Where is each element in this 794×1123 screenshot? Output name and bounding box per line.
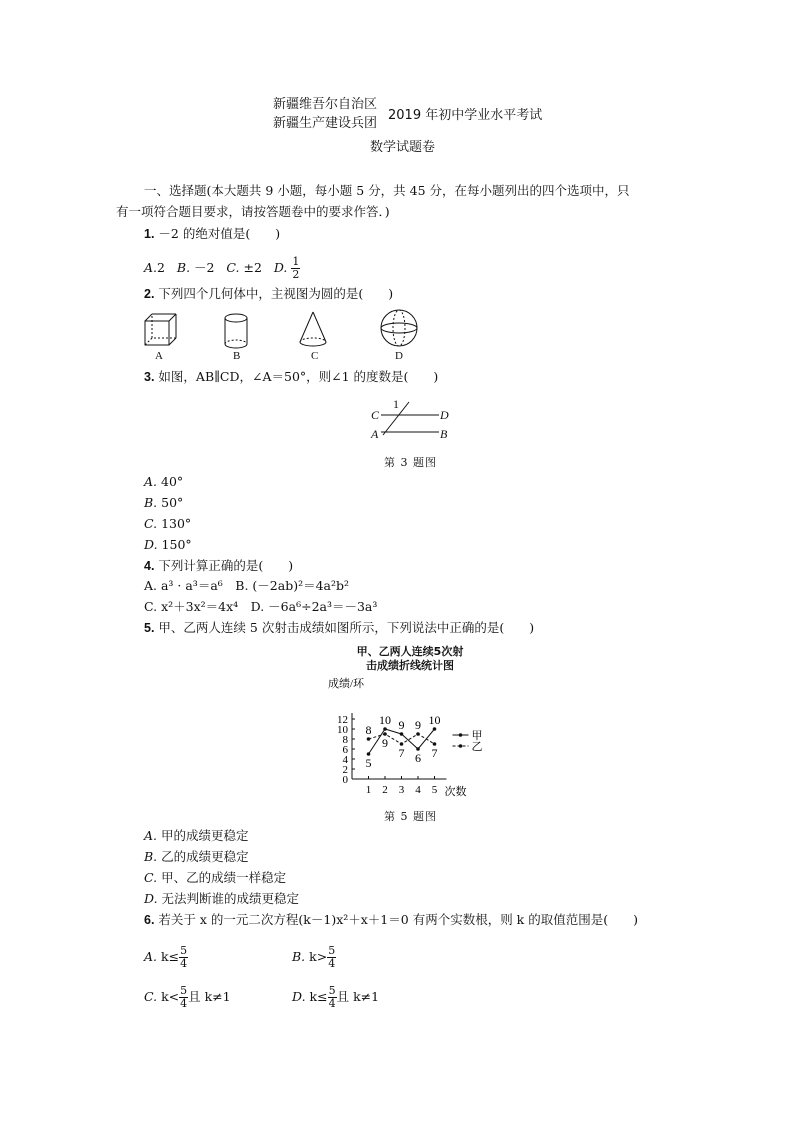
q6-option-a: A. k≤ $\frac{5}{4}$ bbox=[144, 944, 188, 970]
data-label: 10 bbox=[379, 713, 391, 727]
score-line-chart bbox=[325, 675, 495, 800]
y-axis-title: 成绩/环 bbox=[328, 678, 365, 690]
q4-options-line-2: C. x²＋3x²＝4x⁴ D. －6a⁶÷2a³＝－3a³ bbox=[144, 599, 378, 614]
y-tick-label: 2 bbox=[342, 764, 348, 776]
fraction: $\frac{1}{2}$ bbox=[292, 255, 300, 281]
q5-option-c: C. 甲、乙的成绩一样稳定 bbox=[144, 870, 287, 885]
region-line-1: 新疆维吾尔自治区 bbox=[273, 97, 378, 112]
data-label: 7 bbox=[431, 746, 438, 760]
solid-label-b: B bbox=[233, 350, 241, 362]
x-axis-title: 次数 bbox=[444, 786, 467, 798]
label-a: A bbox=[371, 427, 379, 441]
cylinder-shape bbox=[225, 314, 247, 348]
chart-title bbox=[350, 645, 470, 673]
question-3 bbox=[144, 369, 438, 385]
question-6 bbox=[144, 912, 638, 928]
figure-3-caption: 第 3 题图 bbox=[384, 456, 437, 469]
data-label: 10 bbox=[428, 713, 441, 727]
y-tick-label: 12 bbox=[337, 714, 348, 726]
question-stem: －2 的绝对值是( ) bbox=[158, 226, 281, 241]
q3-option-d: D. 150° bbox=[144, 537, 192, 552]
label-c: C bbox=[371, 408, 380, 422]
q3-option-b: B. 50° bbox=[144, 495, 184, 510]
y-tick-label: 10 bbox=[337, 724, 348, 736]
option-letter: D. bbox=[273, 260, 288, 275]
option-text: 2 bbox=[157, 260, 165, 275]
data-label: 9 bbox=[398, 718, 405, 732]
angle-1-label: 1 bbox=[393, 397, 399, 411]
x-tick-label: 4 bbox=[415, 784, 421, 796]
data-label: 8 bbox=[365, 723, 372, 737]
question-stem: 若关于 x 的一元二次方程(k－1)x²＋x＋1＝0 有两个实数根，则 k 的取值范围是( ) bbox=[158, 912, 638, 927]
solids-figure bbox=[135, 308, 435, 363]
section-instructions-line-1: 一、选择题(本大题共 9 小题，每小题 5 分，共 45 分，在每小题列出的四个选项中，只 bbox=[144, 183, 630, 198]
x-tick-label: 1 bbox=[365, 784, 372, 796]
question-stem: 如图，AB∥CD，∠A＝50°，则∠1 的度数是( ) bbox=[158, 369, 439, 384]
exam-title: 2019 年初中学业水平考试 bbox=[388, 108, 543, 123]
data-point bbox=[416, 732, 420, 736]
q6-option-b: B. k> $\frac{5}{4}$ bbox=[292, 944, 336, 970]
paper-subtitle: 数学试题卷 bbox=[370, 140, 436, 155]
q4-options-line-1: A. a³ · a³＝a⁶ B. (－2ab)²＝4a²b² bbox=[144, 578, 350, 593]
chart-title-line-1: 甲、乙两人连续5次射 bbox=[356, 645, 464, 658]
question-number: 6. bbox=[144, 913, 155, 927]
label-d: D bbox=[440, 408, 449, 422]
q3-option-c: C. 130° bbox=[144, 516, 192, 531]
option-letter: A. bbox=[144, 260, 158, 275]
region-line-2: 新疆生产建设兵团 bbox=[273, 116, 378, 131]
label-b: B bbox=[440, 427, 448, 441]
data-label: 5 bbox=[365, 756, 372, 770]
data-label: 7 bbox=[398, 746, 405, 760]
q5-option-d: D. 无法判断谁的成绩更稳定 bbox=[144, 891, 300, 906]
q6-option-c: C. k< $\frac{5}{4}$ 且 k≠1 bbox=[144, 984, 231, 1010]
x-tick-label: 2 bbox=[382, 784, 388, 796]
question-5 bbox=[144, 620, 534, 636]
legend-marker bbox=[459, 744, 463, 748]
question-stem: 下列四个几何体中，主视图为圆的是( ) bbox=[158, 286, 394, 301]
solid-label-c: C bbox=[311, 350, 319, 362]
question-2 bbox=[144, 286, 393, 302]
solid-label-a: A bbox=[155, 350, 163, 362]
parallel-lines-figure bbox=[367, 395, 457, 445]
y-tick-label: 6 bbox=[342, 744, 348, 756]
question-stem: 甲、乙两人连续 5 次射击成绩如图所示，下列说法中正确的是( ) bbox=[158, 620, 535, 635]
sphere-shape bbox=[381, 310, 417, 346]
question-number: 2. bbox=[144, 287, 155, 301]
option-text: －2 bbox=[194, 260, 215, 275]
question-1-options bbox=[144, 256, 300, 281]
data-label: 9 bbox=[382, 736, 388, 750]
question-stem: 下列计算正确的是( ) bbox=[158, 558, 294, 573]
question-number: 5. bbox=[144, 621, 155, 635]
x-tick-label: 5 bbox=[431, 784, 438, 796]
y-tick-label: 0 bbox=[342, 774, 348, 786]
y-tick-label: 4 bbox=[342, 754, 348, 766]
data-label: 6 bbox=[415, 751, 421, 765]
question-1 bbox=[144, 226, 280, 242]
cone-shape bbox=[300, 312, 326, 346]
option-letter: C. bbox=[226, 260, 240, 275]
data-point bbox=[433, 727, 437, 731]
data-point bbox=[383, 727, 387, 731]
cube-shape bbox=[145, 314, 176, 345]
data-point bbox=[400, 732, 404, 736]
legend-label: 乙 bbox=[471, 741, 483, 753]
question-number: 3. bbox=[144, 370, 155, 384]
legend-marker bbox=[459, 733, 463, 737]
q6-option-d: D. k≤ $\frac{5}{4}$ 且 k≠1 bbox=[292, 984, 380, 1010]
solid-label-d: D bbox=[395, 350, 403, 362]
section-instructions-line-2: 有一项符合题目要求，请按答题卷中的要求作答．) bbox=[116, 204, 390, 219]
x-tick-label: 3 bbox=[398, 784, 405, 796]
question-number: 4. bbox=[144, 559, 155, 573]
data-label: 9 bbox=[415, 718, 421, 732]
q5-option-a: A. 甲的成绩更稳定 bbox=[144, 828, 249, 843]
q5-option-b: B. 乙的成绩更稳定 bbox=[144, 849, 249, 864]
option-text: ±2 bbox=[243, 260, 262, 275]
data-point bbox=[367, 737, 371, 741]
q3-option-a: A. 40° bbox=[144, 474, 184, 489]
figure-5-caption: 第 5 题图 bbox=[384, 810, 437, 823]
option-letter: B. bbox=[176, 260, 191, 275]
legend-label: 甲 bbox=[471, 730, 483, 742]
chart-title-line-2: 击成绩折线统计图 bbox=[366, 659, 454, 672]
y-tick-label: 8 bbox=[342, 734, 348, 746]
question-number: 1. bbox=[144, 227, 155, 241]
question-4 bbox=[144, 558, 293, 574]
